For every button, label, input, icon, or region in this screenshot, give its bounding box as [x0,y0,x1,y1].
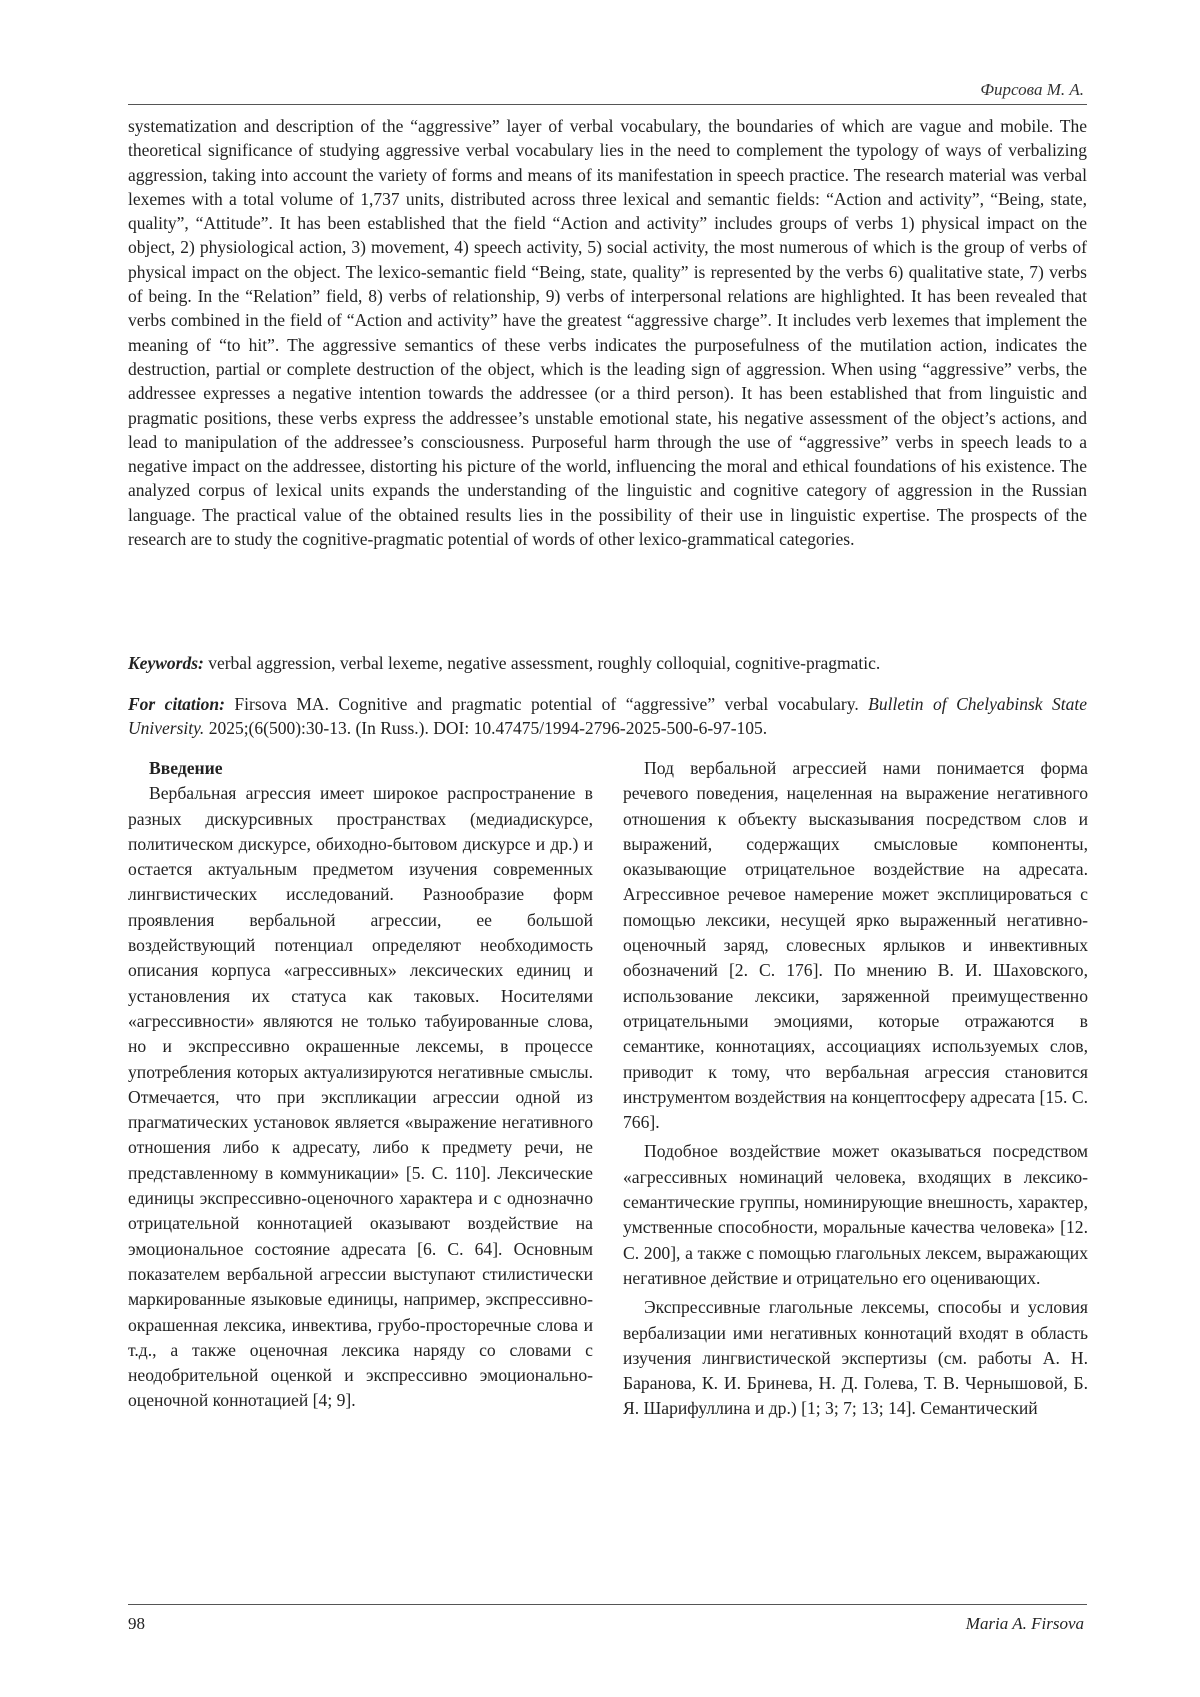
header-rule [128,104,1087,105]
keywords [128,651,1087,675]
body-column-left [128,756,593,1418]
keywords-text: verbal aggression, verbal lexeme, negative assessment, roughly colloquial, cognitive-pragmatic. [208,653,881,673]
running-head: Фирсова М. А. [980,80,1084,99]
citation-label: For citation: [128,694,225,714]
keywords-label: Keywords: [128,653,204,673]
body-paragraph: Экспрессивные глагольные лексемы, способы и условия вербализации ими негативных коннотаций входят в область изучения лингвистической экспертизы (см. работы А. Н. Баранова, К. И. Бринева, Н. Д. Голева, Т. В. Чернышовой, Б. Я. Шарифуллина и др.) [1; 3; 7; 13; 14]. Семантический [623,1297,1088,1419]
footer-rule [128,1604,1087,1605]
citation [128,692,1087,740]
citation-details: 2025;(6(500):30-13. (In Russ.). DOI: 10.47475/1994-2796-2025-500-6-97-105. [208,718,768,738]
section-heading: Введение [149,758,223,778]
abstract-text: systematization and description of the “aggressive” layer of verbal vocabulary, the boundaries of which are vague and mobile. The theoretical significance of studying aggressive verbal vocabulary lies in the need to complement the typology of ways of verbalizing aggression, taking into account the variety of forms and means of its manifestation in speech practice. The research material was verbal lexemes with a total volume of 1,737 units, distributed across three lexical and semantic fields: “Action and activity”, “Being, state, quality”, “Attitude”. It has been established that the field “Action and activity” includes groups of verbs 1) physical impact on the object, 2) physiological action, 3) movement, 4) speech activity, 5) social activity, the most numerous of which is the group of verbs of physical impact on the object. The lexico-semantic field “Being, state, quality” is represented by the verbs 6) qualitative state, 7) verbs of being. In the “Relation” field, 8) verbs of relationship, 9) verbs of interpersonal relations are highlighted. It has been revealed that verbs combined in the field of “Action and activity” have the greatest “aggressive charge”. It includes verb lexemes that implement the meaning of “to hit”. The aggressive semantics of these verbs indicates the purposefulness of the mutilation action, indicates the destruction, partial or complete destruction of the object, which is the leading sign of aggression. When using “aggressive” verbs, the addressee expresses a negative intention towards the addressee (or a third person). It has been established that from linguistic and pragmatic positions, these verbs express the addressee’s unstable emotional state, his negative assessment of the object’s actions, and lead to manipulation of the addressee’s consciousness. Purposeful harm through the use of “aggressive” verbs in speech leads to a negative impact on the addressee, distorting his picture of the world, influencing the moral and ethical foundations of his existence. The analyzed corpus of lexical units expands the understanding of the linguistic and cognitive category of aggression in the Russian language. The practical value of the obtained results lies in the possibility of their use in linguistic expertise. The prospects of the research are to study the cognitive-pragmatic potential of words of other lexico-grammatical categories. [128,116,1087,550]
body-paragraph: Вербальная агрессия имеет широкое распространение в разных дискурсивных пространствах (медиадискурсе, политическом дискурсе, обиходно-бытовом дискурсе и др.) и остается актуальным предметом изучения современных лингвистических исследований. Разнообразие форм проявления вербальной агрессии, ее большой воздействующий потенциал определяют необходимость описания корпуса «агрессивных» лексических единиц и установления их статуса как таковых. Носителями «агрессивности» являются не только табуированные слова, но и экспрессивно окрашенные лексемы, в процессе употребления которых актуализируются негативные смыслы. Отмечается, что при экспликации агрессии одной из прагматических установок является «выражение негативного отношения либо к адресату, либо к предмету речи, не представленному в коммуникации» [5. С. 110]. Лексические единицы экспрессивно-оценочного характера и с однозначно отрицательной коннотацией оказывают воздействие на эмоциональное состояние адресата [6. С. 64]. Основным показателем вербальной агрессии выступают стилистически маркированные языковые единицы, например, экспрессивно-окрашенная лексика, инвектива, грубо-просторечные слова и т.д., а также оценочная лексика наряду со словами с неодобрительной оценкой и экспрессивно эмоционально-оценочной коннотацией [4; 9]. [128,783,593,1411]
body-paragraph: Под вербальной агрессией нами понимается форма речевого поведения, нацеленная на выражение негативного отношения к объекту высказывания посредством слов и выражений, содержащих смысловые компоненты, оказывающие отрицательное воздействие на адресата. Агрессивное речевое намерение может эксплицироваться с помощью лексики, несущей ярко выраженный негативно-оценочный заряд, словесных ярлыков и инвективных обозначений [2. С. 176]. По мнению В. И. Шаховского, использование лексики, заряженной преимущественно отрицательными эмоциями, которые отражаются в семантике, коннотациях, ассоциациях используемых слов, приводит к тому, что вербальная агрессия становится инструментом воздействия на концептосферу адресата [15. С. 766]. [623,758,1088,1133]
footer-author: Maria A. Firsova [965,1614,1084,1633]
abstract [128,114,1087,551]
body-paragraph: Подобное воздействие может оказываться посредством «агрессивных номинаций человека, входящих в лексико-семантические группы, номинирующие внешность, характер, умственные способности, моральные качества человека» [12. С. 200], а также с помощью глагольных лексем, выражающих негативное действие и отрицательно его оценивающих. [623,1141,1088,1288]
citation-text: Firsova MA. Cognitive and pragmatic potential of “aggressive” verbal vocabulary. [234,694,859,714]
body-column-right [623,756,1088,1426]
page-number: 98 [128,1614,145,1633]
citation-journal: Bulletin of Chelyabinsk State University. [128,694,1088,738]
